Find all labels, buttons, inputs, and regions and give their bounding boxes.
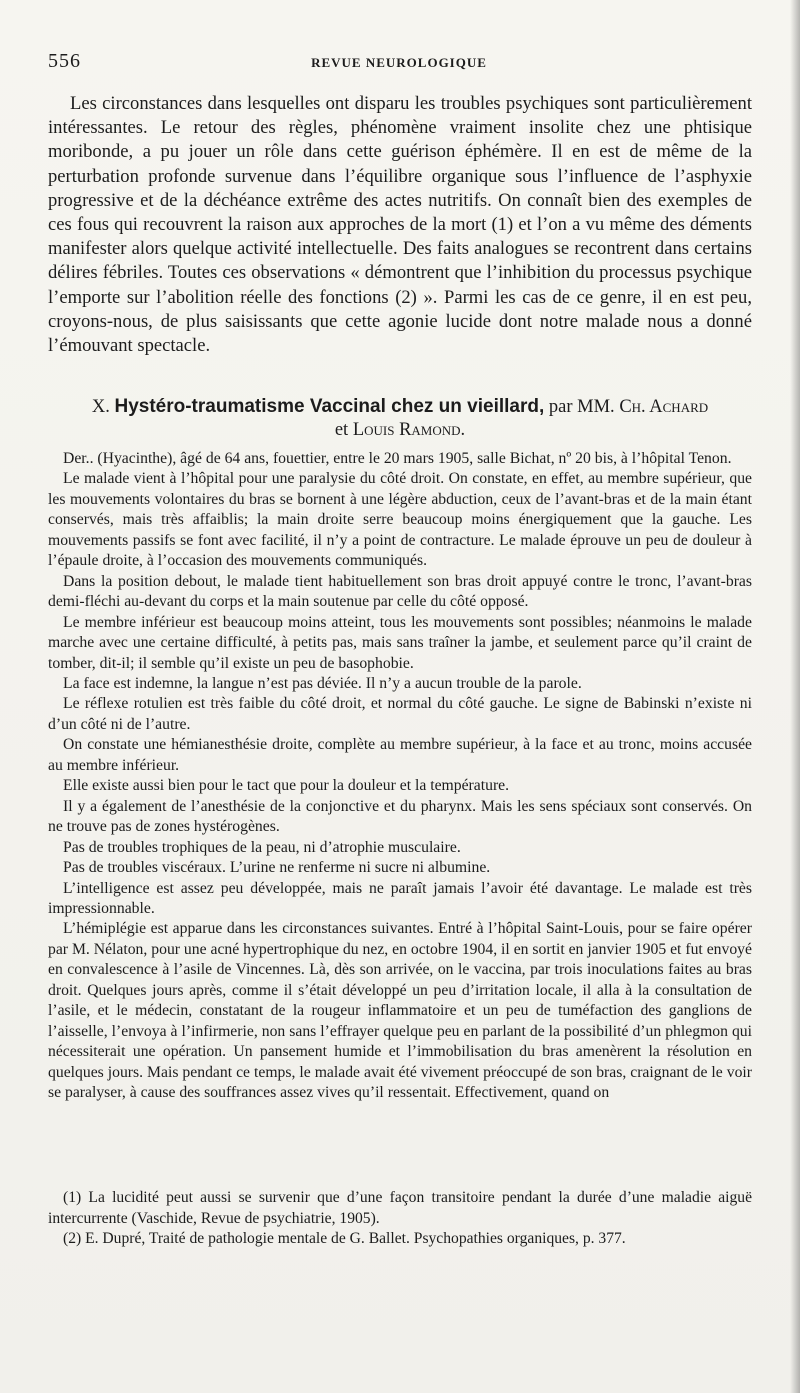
case-paragraph: Dans la position debout, le malade tient habituellement son bras droit appuyé contre le tronc, l’avant-bras demi-fléchi au-devant du corps et la main soutenue par celle du côté opposé.	[48, 572, 752, 611]
footnote-1: (1) La lucidité peut aussi se survenir que d’une façon transitoire pendant la durée d’une maladie aiguë intercurrente (Vaschide, Revue de psychiatrie, 1905).	[48, 1189, 752, 1227]
author-2: Louis Ramond.	[352, 420, 466, 440]
case-paragraph: Pas de troubles trophiques de la peau, ni d’atrophie musculaire.	[63, 838, 461, 856]
footnote-2: (2) E. Dupré, Traité de pathologie mentale de G. Ballet. Psychopathies organiques, p. 377.	[63, 1230, 626, 1247]
case-paragraph: Der.. (Hyacinthe), âgé de 64 ans, fouettier, entre le 20 mars 1905, salle Bichat, nº 20 bis, à l’hôpital Tenon.	[63, 450, 732, 467]
footnotes	[48, 1188, 752, 1250]
case-number: X.	[91, 397, 110, 417]
case-paragraph: L’intelligence est assez peu développée, mais ne paraît jamais l’avoir été davantage. Le malade est très impressionnable.	[48, 879, 752, 917]
case-paragraph: Le réflexe rotulien est très faible du côté droit, et normal du côté gauche. Le signe de Babinski n’existe ni d’un côté ni de l’autre.	[48, 695, 752, 733]
case-paragraph: Il y a également de l’anesthésie de la conjonctive et du pharynx. Mais les sens spéciaux sont conservés. On ne trouve pas de zones hystérogènes.	[48, 797, 752, 836]
page-header	[48, 50, 750, 74]
case-et: et	[334, 420, 349, 440]
case-paragraph: Elle existe aussi bien pour le tact que pour la douleur et la température.	[63, 777, 510, 795]
author-1: Ch. Achard	[619, 397, 709, 417]
page-edge-shadow	[790, 0, 800, 1393]
intro-section	[48, 92, 752, 358]
case-par: par MM.	[548, 397, 615, 417]
case-paragraph: On constate une hémianesthésie droite, complète au membre supérieur, à la face et au tronc, moins accusée au membre inférieur.	[48, 736, 752, 774]
case-heading-line-2	[48, 419, 752, 442]
case-heading	[48, 395, 752, 442]
case-paragraph: Pas de troubles viscéraux. L’urine ne renferme ni sucre ni albumine.	[63, 859, 491, 877]
intro-paragraph: Les circonstances dans lesquelles ont disparu les troubles psychiques sont particulièrement intéressantes. Le retour des règles, phénomène vraiment insolite chez une phtisique moribonde, a pu jouer un rôle dans cette guérison éphémère. Il en est de même de la perturbation profonde survenue dans l’équilibre organique sous l’influence de l’asphyxie progressive et de la déchéance extrême des actes nutritifs. On connaît bien des exemples de ces fous qui recouvrent la raison aux approches de la mort (1) et l’on a vu même des déments manifester alors quelque activité intellectuelle. Des faits analogues se recontrent dans certains délires fébriles. Toutes ces observations « démontrent que l’inhibition du processus psychique l’emporte sur l’abolition réelle des fonctions (2) ». Parmi les cas de ce genre, il en est peu, croyons-nous, de plus saisissants que cette agonie lucide dont notre malade nous a donné l’émouvant spectacle.	[48, 93, 752, 357]
case-title: Hystéro-traumatisme Vaccinal chez un vieillard,	[114, 396, 545, 417]
case-paragraph: Le malade vient à l’hôpital pour une paralysie du côté droit. On constate, en effet, au membre supérieur, que les mouvements volontaires du bras se bornent à une légère abduction, ceux de l’avant-bras et de la main étant conservés, mais très affaiblis; la main droite serre beaucoup moins énergiquement que la gauche. Les mouvements passifs se font avec facilité, il n’y a point de contracture. Le malade éprouve un peu de douleur à l’épaule droite, à l’occasion des mouvements communiqués.	[48, 470, 752, 570]
page-number: 556	[48, 50, 81, 72]
case-paragraph: La face est indemne, la langue n’est pas déviée. Il n’y a aucun trouble de la parole.	[63, 674, 582, 692]
case-body	[48, 449, 752, 1104]
journal-title: REVUE NEUROLOGIQUE	[311, 55, 487, 70]
case-paragraph: Le membre inférieur est beaucoup moins atteint, tous les mouvements sont possibles; néanmoins le malade marche avec une certaine difficulté, à petits pas, mais sans traîner la jambe, et seulement parce qu’il craint de tomber, dit-il; il semble qu’il existe un peu de basophobie.	[48, 613, 752, 672]
case-heading-line-1	[48, 395, 752, 419]
case-paragraph: L’hémiplégie est apparue dans les circonstances suivantes. Entré à l’hôpital Saint-Louis, pour se faire opérer par M. Nélaton, pour une acné hypertrophique du nez, en octobre 1904, il en sortit en janvier 1905 et fut envoyé en convalescence à l’asile de Vincennes. Là, dès son arrivée, on le vaccina, par trois inoculations faites au bras droit. Quelques jours après, comme il s’était développé un peu d’irritation locale, il alla à la consultation de l’asile, et le médecin, constatant de la rougeur inflammatoire et un peu de tuméfaction des ganglions de l’aisselle, l’envoya à l’infirmerie, non sans l’effrayer quelque peu en parlant de la possibilité d’un phlegmon qui nécessiterait une opération. Un pansement humide et l’immobilisation du bras amenèrent la résolution en quelques jours. Mais pendant ce temps, le malade avait été vivement préoccupé de son bras, craignant de le voir se paralyser, à cause des souffrances assez vives qu’il ressentait. Effectivement, quand on	[48, 920, 752, 1102]
